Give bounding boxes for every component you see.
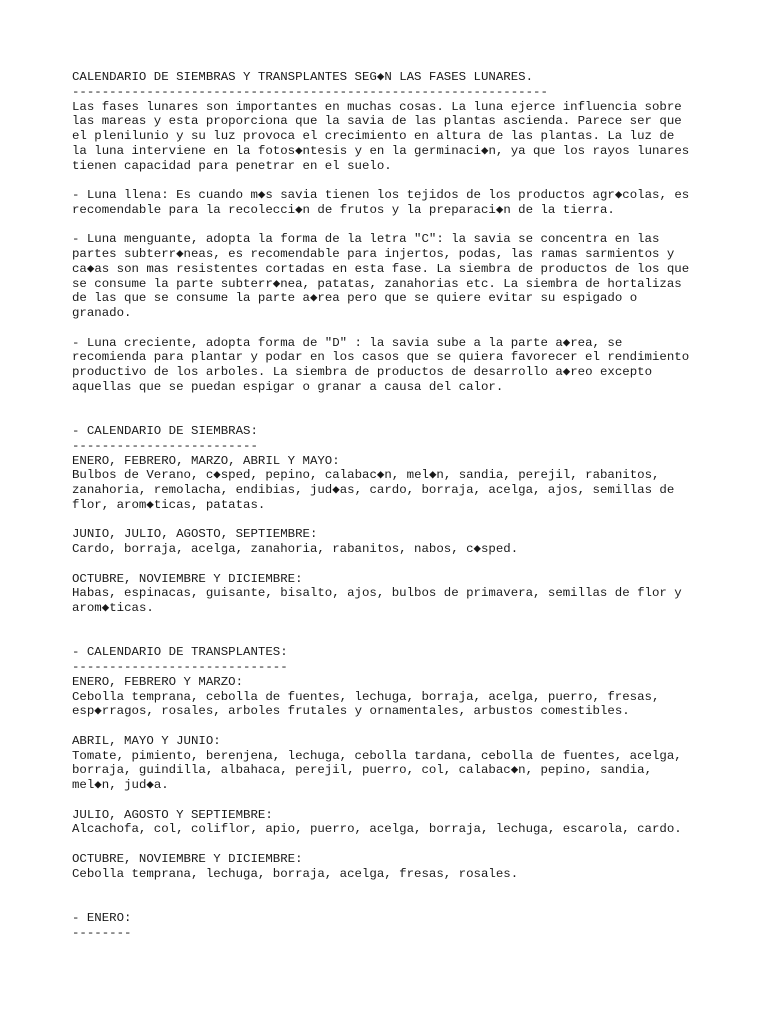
text-line: zanahoria, remolacha, endibias, jud◆as, cardo, borraja, acelga, ajos, semillas de [72,483,675,497]
siembras-period-oct-dec [72,572,762,616]
text-line: arom◆ticas. [72,601,154,615]
document-page [72,70,762,940]
spacer [72,837,762,852]
text-line: partes subterr◆neas, es recomendable para injertos, podas, las ramas sarmientos y [72,247,675,261]
spacer [72,557,762,572]
spacer [72,793,762,808]
text-line: de las que se consume la parte a◆rea pero que se quiere evitar su espigado o [72,291,638,306]
siembras-period-jan-may [72,454,762,513]
transplantes-period-apr-jun [72,734,762,793]
text-line: ABRIL, MAYO Y JUNIO: [72,733,221,748]
text-line: mel◆n, jud◆a. [72,778,169,792]
siembras-rule: ------------------------- [72,438,258,453]
text-line: el plenilunio y su luz provoca el crecimiento en altura de las plantas. La luz de [72,129,675,143]
siembras-period-jun-sep [72,527,762,557]
spacer [72,218,762,233]
enero-heading: - ENERO: [72,910,132,925]
siembras-heading: - CALENDARIO DE SIEMBRAS: [72,424,258,438]
spacer [72,321,762,336]
text-line: aquellas que se puedan espigar o granar a causa del calor. [72,379,504,394]
spacer [72,513,762,528]
text-line: Las fases lunares son importantes en muchas cosas. La luna ejerce influencia sobre [72,99,682,114]
text-line: borraja, guindilla, albahaca, perejil, puerro, col, calabac◆n, pepino, sandia, [72,763,653,778]
text-line: JULIO, AGOSTO Y SEPTIEMBRE: [72,807,273,822]
text-line: - Luna menguante, adopta la forma de la letra "C": la savia se concentra en las [72,232,660,247]
spacer [72,173,762,188]
title-rule: ---------------------------------------------------------------- [72,84,548,99]
text-line: las mareas y esta proporciona que la savia de las plantas ascienda. Parece ser que [72,114,682,129]
text-line: productivo de los arboles. La siembra de productos de desarrollo a◆reo excepto [72,365,653,379]
text-line: flor, arom◆ticas, patatas. [72,497,266,512]
spacer [72,616,762,646]
text-line: Tomate, pimiento, berenjena, lechuga, cebolla tardana, cebolla de fuentes, acelga, [72,748,682,763]
intro-paragraph [72,100,762,174]
enero-rule: -------- [72,925,132,940]
text-line: OCTUBRE, NOVIEMBRE Y DICIEMBRE: [72,571,303,586]
transplantes-rule: ----------------------------- [72,660,288,674]
phase-full-moon-paragraph [72,188,762,218]
phase-waning-moon-paragraph [72,232,762,321]
text-line: tienen capacidad para penetrar en el suelo. [72,158,392,173]
spacer [72,395,762,425]
text-line: Bulbos de Verano, c◆sped, pepino, calabac◆n, mel◆n, sandia, perejil, rabanitos, [72,468,660,483]
text-line: OCTUBRE, NOVIEMBRE Y DICIEMBRE: [72,851,303,866]
spacer [72,719,762,734]
text-line: recomendable para la recolecci◆n de frutos y la preparaci◆n de la tierra. [72,202,615,217]
text-line: - Luna llena: Es cuando m◆s savia tienen los tejidos de los productos agr◆colas, es [72,188,690,202]
text-line: ca◆as son mas resistentes cortadas en esta fase. La siembra de productos de los que [72,261,690,276]
transplantes-period-jul-sep [72,808,762,838]
text-line: se consume la parte subterr◆nea, patatas, zanahorias etc. La siembra de hortalizas [72,276,682,291]
transplantes-period-jan-mar [72,675,762,719]
spacer [72,881,762,911]
text-line: Cebolla temprana, lechuga, borraja, acelga, fresas, rosales. [72,866,519,881]
text-line: granado. [72,306,132,320]
text-line: recomienda para plantar y podar en los casos que se quiera favorecer el rendimiento [72,350,690,365]
text-line: Alcachofa, col, coliflor, apio, puerro, acelga, borraja, lechuga, escarola, cardo. [72,822,682,837]
text-line: esp◆rragos, rosales, arboles frutales y ornamentales, arbustos comestibles. [72,704,630,719]
document-title: CALENDARIO DE SIEMBRAS Y TRANSPLANTES SEG◆N LAS FASES LUNARES. [72,70,534,84]
text-line: - Luna creciente, adopta forma de "D" : la savia sube a la parte a◆rea, se [72,335,623,350]
text-line: ENERO, FEBRERO, MARZO, ABRIL Y MAYO: [72,453,340,468]
transplantes-heading: - CALENDARIO DE TRANSPLANTES: [72,645,288,660]
text-line: JUNIO, JULIO, AGOSTO, SEPTIEMBRE: [72,527,318,542]
text-line: Cardo, borraja, acelga, zanahoria, rabanitos, nabos, c◆sped. [72,542,519,556]
text-line: Habas, espinacas, guisante, bisalto, ajos, bulbos de primavera, semillas de flor y [72,586,682,601]
transplantes-period-oct-dec [72,852,762,882]
text-line: la luna interviene en la fotos◆ntesis y en la germinaci◆n, ya que los rayos lunares [72,143,690,158]
text-line: ENERO, FEBRERO Y MARZO: [72,674,244,689]
text-line: Cebolla temprana, cebolla de fuentes, lechuga, borraja, acelga, puerro, fresas, [72,689,660,704]
phase-waxing-moon-paragraph [72,336,762,395]
